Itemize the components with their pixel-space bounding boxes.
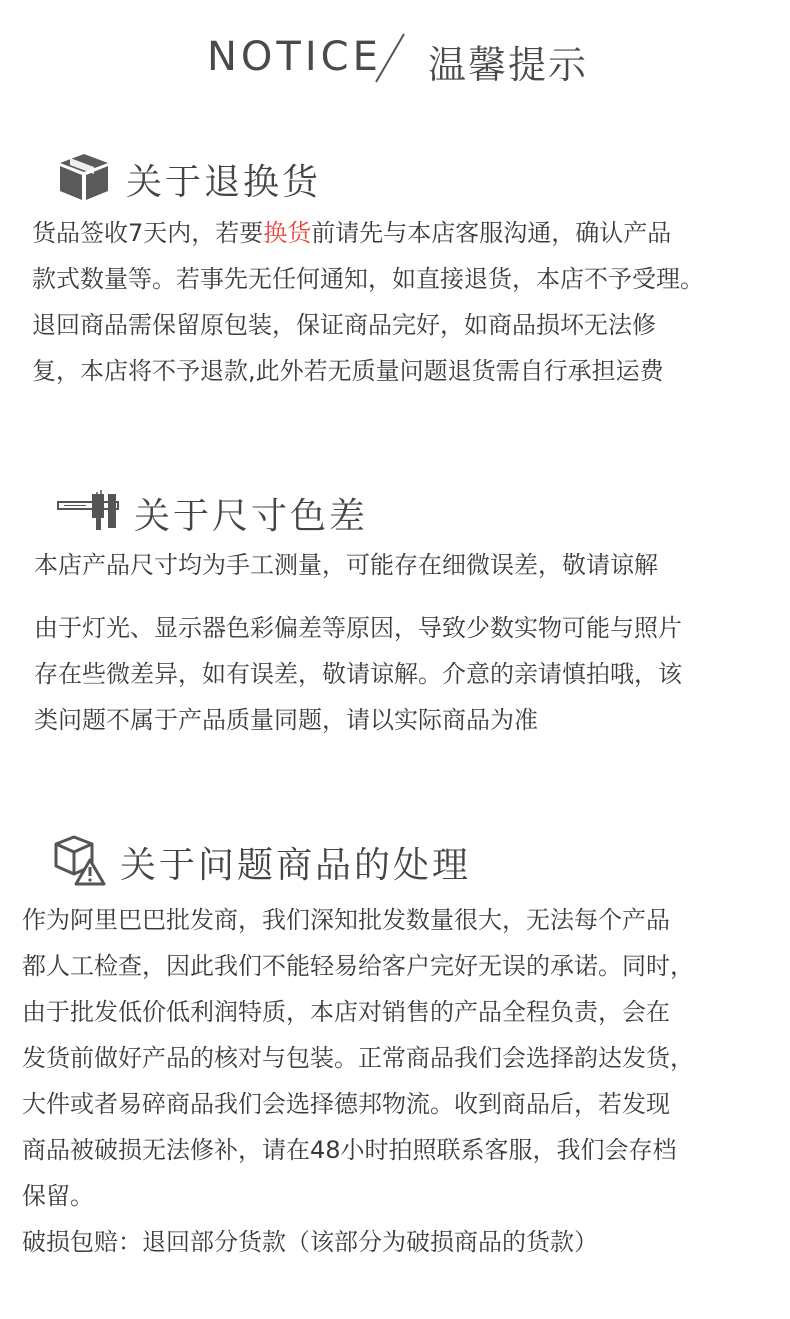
returns-paragraph xyxy=(32,210,704,394)
section-title-problem-goods xyxy=(52,834,471,890)
header-english: NOTICE xyxy=(207,34,382,80)
size-line: 存在些微差异，如有误差，敬请谅解。介意的亲请慎拍哦，该 xyxy=(34,660,682,688)
section-title-returns xyxy=(56,152,321,206)
problem-line: 发货前做好产品的核对与包装。正常商品我们会选择韵达发货， xyxy=(22,1044,694,1072)
damaged-box-warning-icon xyxy=(52,834,106,890)
problem-line: 作为阿里巴巴批发商，我们深知批发数量很大，无法每个产品 xyxy=(22,906,670,934)
highlight-exchange: 换货 xyxy=(263,219,312,247)
notice-header xyxy=(0,28,790,88)
size-line: 由于灯光、显示器色彩偏差等原因，导致少数实物可能与照片 xyxy=(34,614,682,642)
section-title-size-color xyxy=(56,488,368,539)
returns-line-1: 货品签收7天内，若要换货前请先与本店客服沟通，确认产品 xyxy=(32,219,672,247)
size-line: 类问题不属于产品质量同题，请以实际商品为准 xyxy=(34,706,538,734)
problem-line: 都人工检查，因此我们不能轻易给客户完好无误的承诺。同时， xyxy=(22,952,694,980)
problem-goods-paragraph xyxy=(22,897,694,1265)
problem-line: 大件或者易碎商品我们会选择德邦物流。收到商品后，若发现 xyxy=(22,1090,670,1118)
size-intro: 本店产品尺寸均为手工测量，可能存在细微误差，敬请谅解 xyxy=(34,551,658,579)
returns-line: 退回商品需保留原包装，保证商品完好，如商品损坏无法修 xyxy=(32,311,656,339)
damage-compensation-line: 破损包赔：退回部分货款（该部分为破损商品的货款） xyxy=(22,1228,598,1256)
returns-line: 复，本店将不予退款,此外若无质量问题退货需自行承担运费 xyxy=(32,357,664,385)
section-title-label: 关于问题商品的处理 xyxy=(120,844,472,886)
caliper-icon xyxy=(56,490,120,538)
section-title-label: 关于退换货 xyxy=(126,161,322,203)
returns-line: 款式数量等。若事先无任何通知，如直接退货，本店不予受理。 xyxy=(32,265,704,293)
problem-line: 保留。 xyxy=(22,1182,94,1210)
box-icon xyxy=(56,152,112,206)
slash-divider xyxy=(372,32,408,84)
size-paragraph xyxy=(34,605,682,743)
problem-line: 商品被破损无法修补，请在48小时拍照联系客服，我们会存档 xyxy=(22,1136,677,1164)
section-title-label: 关于尺寸色差 xyxy=(134,496,369,537)
problem-line: 由于批发低价低利润特质，本店对销售的产品全程负责，会在 xyxy=(22,998,670,1026)
header-chinese: 温馨提示 xyxy=(428,43,589,87)
